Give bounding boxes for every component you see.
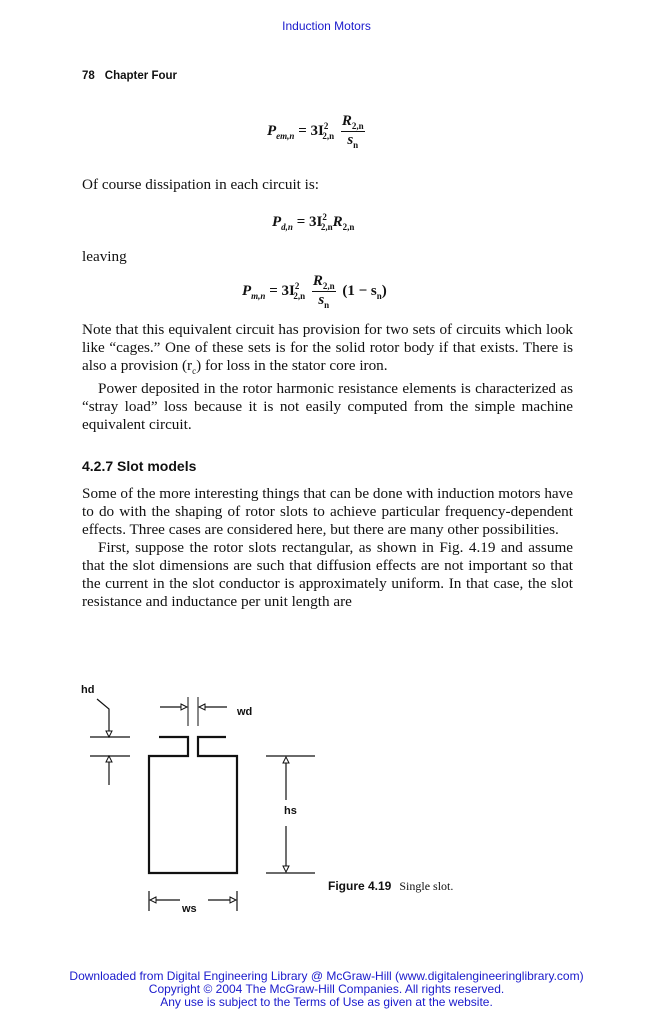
chapter-title: Chapter Four bbox=[104, 70, 177, 82]
footer-terms[interactable]: Any use is subject to the Terms of Use as given at the website. bbox=[160, 995, 493, 1009]
footer-copyright: Copyright © 2004 The McGraw-Hill Companies. All rights reserved. bbox=[148, 982, 505, 996]
paragraph: Note that this equivalent circuit has provision for two sets of circuits which look like “cages.” One of these sets is for the solid rotor body if that exists. There is also a provision $(r_c)$ for loss in the stator core iron. Power deposited in the rotor harmonic resistance elements is characterized as “stray load” loss because it is not easily computed from the simple machine equivalent circuit. bbox=[82, 321, 573, 434]
paragraph: leaving bbox=[82, 248, 127, 265]
label-hs: hs bbox=[284, 805, 297, 817]
footer-link[interactable]: Downloaded from Digital Engineering Library @ McGraw-Hill (www.digitalengineeringlibrary.com) bbox=[69, 969, 584, 983]
section-heading: 4.2.7 Slot models bbox=[82, 458, 197, 474]
equation-pem: $P_{em,n} = 3I^2_{2,n}$ $\frac{R_{2,n}}{s_n}$ bbox=[267, 113, 364, 150]
figure-caption: Figure 4.19 Single slot. bbox=[328, 879, 454, 893]
label-wd: wd bbox=[237, 706, 253, 718]
label-ws: ws bbox=[182, 903, 197, 915]
paragraph: Some of the more interesting things that can be done with induction motors have to do with the shaping of rotor slots to achieve particular frequency-dependent effects. Three cases are considered here, but there are many other possibilities. First, suppose the rotor slots rectangular, as shown in Fig. 4.19 and assume that the slot dimensions are such that diffusion effects are not important so that the current in the slot conductor is approximately uniform. In that case, the slot resistance and inductance per unit length are bbox=[82, 485, 573, 610]
paragraph: Of course dissipation in each circuit is: bbox=[82, 176, 320, 193]
label-hd: hd bbox=[81, 684, 95, 696]
equation-pd: $P_{d,n} = 3I^2_{2,n}R_{2,n}$ bbox=[272, 212, 355, 232]
footer bbox=[0, 970, 653, 1009]
page-number: 78 bbox=[82, 70, 95, 82]
running-title: Induction Motors bbox=[282, 19, 371, 33]
equation-pm: $P_{m,n} = 3I^2_{2,n}$ $\frac{R_{2,n}}{s_n}$ $(1 - s_n)$ bbox=[242, 273, 387, 310]
